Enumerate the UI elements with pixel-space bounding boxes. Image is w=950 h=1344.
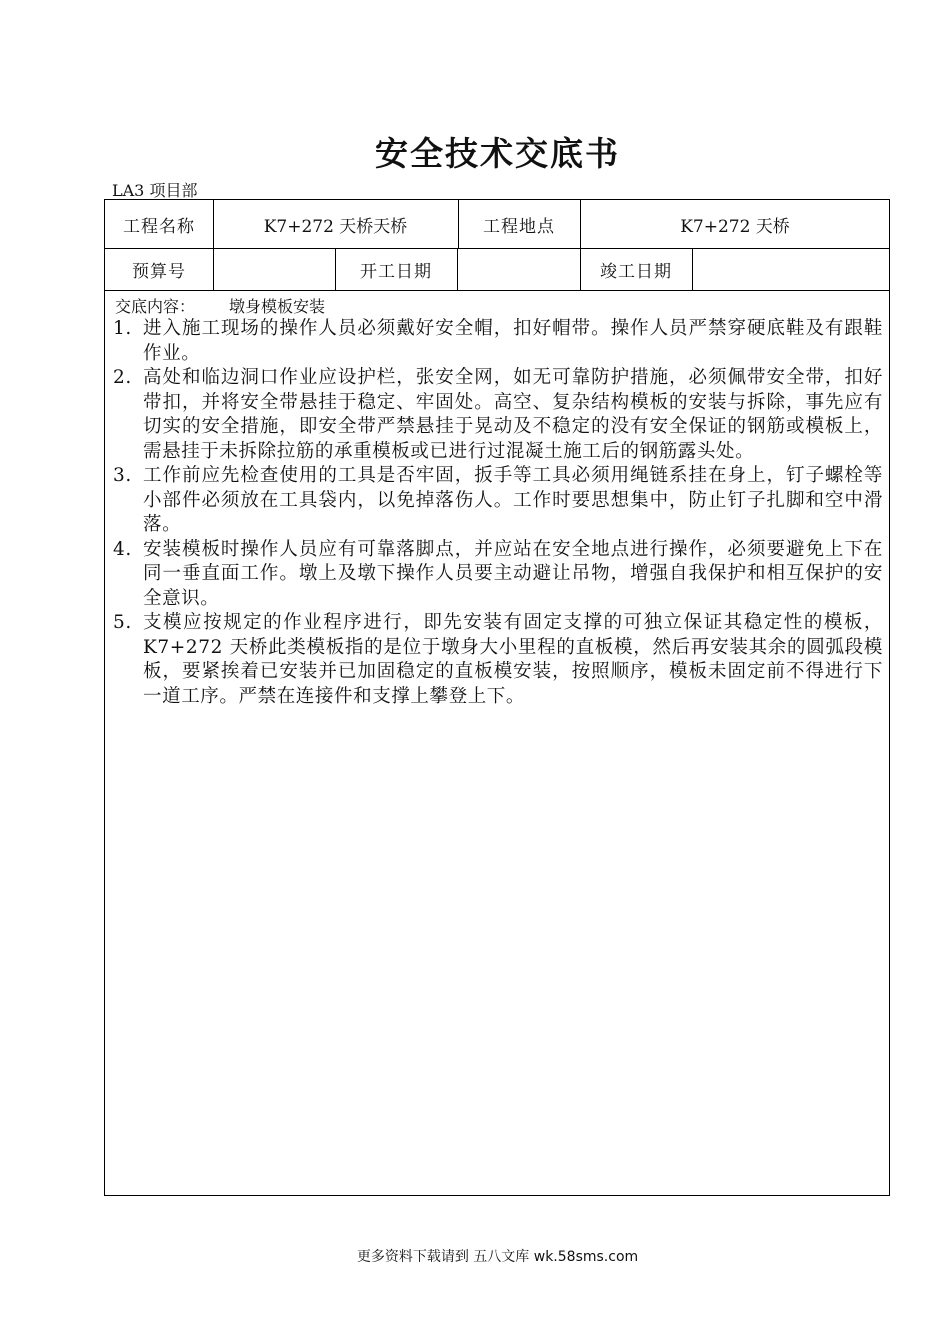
project-name-value: K7+272 天桥天桥 xyxy=(263,216,408,237)
content-label: 交底内容： xyxy=(115,297,196,316)
safety-items-list xyxy=(113,317,883,709)
document-title: 安全技术交底书 xyxy=(375,134,620,173)
item-text: 安装模板时操作人员应有可靠落脚点，并应站在安全地点进行操作，必须要避免上下在同一垂直面工作。墩上及墩下操作人员要主动避让吊物，增强自我保护和相互保护的安全意识。 xyxy=(143,538,883,609)
item-number: 2. xyxy=(113,367,132,388)
list-item xyxy=(113,464,883,538)
item-number: 1. xyxy=(113,318,132,339)
list-item xyxy=(113,538,883,612)
footer-download-link[interactable]: 更多资料下载请到 五八文库 wk.58sms.com xyxy=(356,1249,639,1265)
project-location-label: 工程地点 xyxy=(483,216,555,237)
list-item xyxy=(113,317,883,366)
row-divider-2 xyxy=(105,290,889,291)
item-text: 进入施工现场的操作人员必须戴好安全帽，扣好帽带。操作人员严禁穿硬底鞋及有跟鞋作业。 xyxy=(143,318,883,364)
item-text: 支模应按规定的作业程序进行，即先安装有固定支撑的可独立保证其稳定性的模板，K7+272 天桥此类模板指的是位于墩身大小里程的直板模，然后再安装其余的圆弧段模板，要紧挨着已安装并已加固稳定的直板模安装，按照顺序，模板未固定前不得进行下一道工序。严禁在连接件和支撑上攀登上下。 xyxy=(143,612,883,707)
start-date-value xyxy=(457,248,580,290)
item-number: 4. xyxy=(113,538,132,560)
list-item xyxy=(113,366,883,464)
item-text: 高处和临边洞口作业应设护栏，张安全网，如无可靠防护措施，必须佩带安全带，扣好带扣，并将安全带悬挂于稳定、牢固处。高空、复杂结构模板的安装与拆除，事先应有切实的安全措施，即安全带严禁悬挂于晃动及不稳定的没有安全保证的钢筋或模板上，需悬挂于未拆除拉筋的承重模板或已进行过混凝土施工后的钢筋露头处。 xyxy=(143,367,883,462)
list-item xyxy=(113,611,883,709)
content-heading xyxy=(115,294,325,317)
project-location-value: K7+272 天桥 xyxy=(680,216,790,237)
project-name-label: 工程名称 xyxy=(123,216,195,237)
content-topic: 墩身模板安装 xyxy=(229,297,326,316)
item-number: 3. xyxy=(113,465,132,486)
budget-no-value xyxy=(213,248,335,290)
finish-date-value xyxy=(692,248,890,290)
department-label: LA3 项目部 xyxy=(112,181,198,200)
start-date-label: 开工日期 xyxy=(360,261,432,282)
item-number: 5. xyxy=(113,612,132,633)
finish-date-label: 竣工日期 xyxy=(600,261,672,282)
disclosure-table xyxy=(104,199,890,1196)
item-text: 工作前应先检查使用的工具是否牢固，扳手等工具必须用绳链系挂在身上，钉子螺栓等小部件必须放在工具袋内，以免掉落伤人。工作时要思想集中，防止钉子扎脚和空中滑落。 xyxy=(143,465,883,535)
budget-no-label: 预算号 xyxy=(132,261,186,282)
